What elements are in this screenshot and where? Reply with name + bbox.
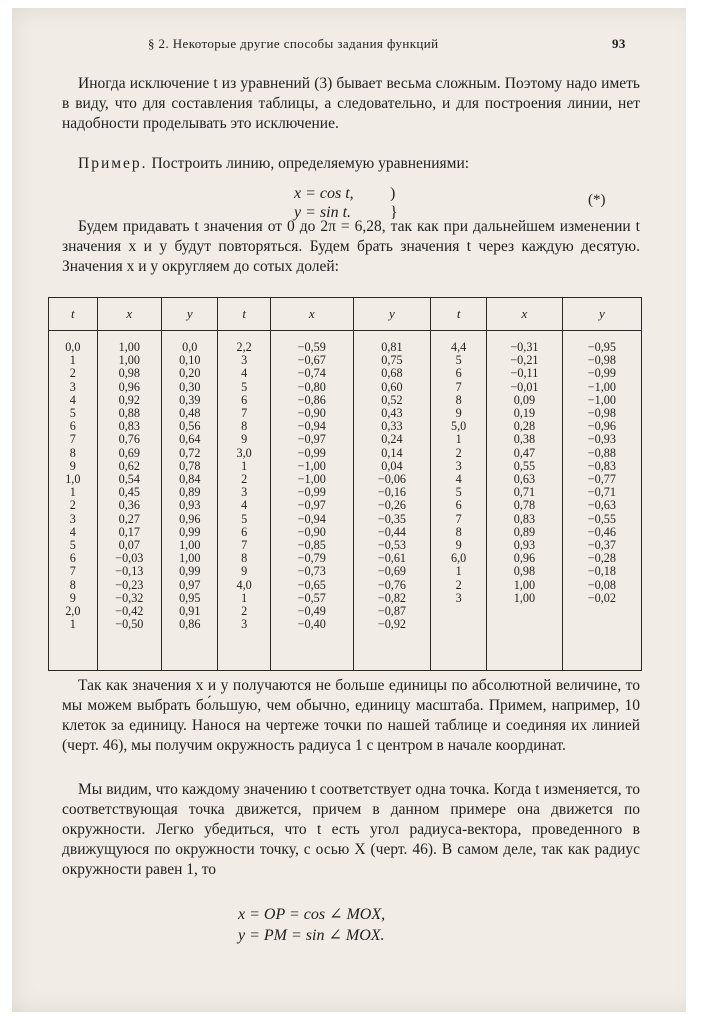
table-cell: 0,33 — [381, 419, 403, 434]
paragraph-intro: Иногда исключение t из уравнений (3) бывает весьма сложным. Поэтому надо иметь в виду, что для составления таблицы, а следовательно, и для построения линии, нет надобности проделывать это исключение. — [62, 75, 640, 132]
table-cell: 7 — [69, 564, 76, 579]
header-title: § 2. Некоторые другие способы задания функций — [148, 36, 439, 51]
table-cell: 0,96 — [179, 511, 201, 526]
table-cell: −0,98 — [587, 353, 616, 368]
paragraph-angle: Мы видим, что каждому значению t соответствует одна точка. Когда t изменяется, то соответствующая точка движется, причем в данном примере она движется по окружности. Легко убедиться, что t есть угол радиуса-вектора, проведенного в движущуюся по окружности точку, с осью X (черт. 46). В самом деле, так как радиус окружности равен 1, то — [62, 781, 640, 878]
table-cell: 0,91 — [179, 604, 201, 619]
col-header-x2: x — [270, 298, 353, 331]
col-header-t2: t — [218, 298, 270, 331]
table-cell: 2 — [241, 604, 248, 619]
table-cell: −0,08 — [587, 577, 616, 592]
table-cell: 0,55 — [513, 458, 536, 473]
table-cell: −0,03 — [115, 551, 144, 566]
table-cell: 9 — [455, 538, 462, 553]
table-cell: 1,00 — [513, 577, 536, 592]
table-cell: −0,71 — [587, 485, 616, 500]
table-cell: 4 — [241, 366, 248, 381]
table-cell: 0,93 — [179, 498, 201, 513]
table-cell: 1,00 — [179, 538, 201, 553]
table-cell: 0,04 — [381, 458, 403, 473]
table-cell: 2,0 — [65, 604, 81, 619]
table-cell: 5 — [69, 538, 76, 553]
table-cell: 0,86 — [179, 617, 201, 632]
table-cell: 4 — [455, 472, 462, 487]
table-cell: 1,00 — [513, 590, 536, 605]
col-header-y1: y — [162, 298, 218, 331]
table-cell: −0,92 — [377, 617, 407, 632]
column-x3 — [487, 331, 563, 671]
table-header-row — [49, 298, 642, 331]
table-cell: −0,55 — [587, 511, 616, 526]
table-cell: −0,06 — [377, 472, 407, 487]
table-cell: 3 — [69, 379, 76, 394]
table-cell: −0,99 — [297, 485, 326, 500]
table-cell: −0,57 — [297, 590, 326, 605]
table-cell: 3 — [455, 590, 462, 605]
table-cell: −0,90 — [297, 524, 326, 539]
table-cell: 0,71 — [513, 485, 536, 500]
table-cell: 9 — [69, 458, 76, 473]
table-cell: 1,00 — [179, 551, 201, 566]
formula-x: x = OP = cos ∠ MOX, — [238, 906, 386, 923]
table-cell: 0,96 — [118, 379, 140, 394]
table-cell: 0,81 — [381, 340, 403, 354]
table-cell: 6,0 — [451, 551, 467, 566]
table-cell: −0,40 — [297, 617, 326, 632]
table-cell: −0,97 — [297, 498, 326, 513]
table-cell: −0,83 — [587, 458, 616, 473]
table-cell: 0,43 — [381, 406, 403, 421]
table-cell: 5 — [455, 353, 462, 368]
table-cell: 0,63 — [513, 472, 536, 487]
table-cell: −0,13 — [115, 564, 144, 579]
table-cell: 2 — [69, 366, 76, 381]
table-cell: 1 — [69, 485, 76, 500]
paragraph-example — [62, 154, 640, 174]
table-cell: −0,73 — [297, 564, 326, 579]
table-cell: −0,88 — [587, 445, 616, 460]
table-cell: 4 — [69, 524, 76, 539]
table-cell: 0,19 — [513, 406, 536, 421]
table-cell: 1 — [455, 564, 462, 579]
table-cell: −0,16 — [377, 485, 407, 500]
table-cell: −0,74 — [297, 366, 326, 381]
table-cell: 2 — [455, 445, 462, 460]
table-cell: 0,28 — [513, 419, 536, 434]
table-cell: 0,48 — [179, 406, 201, 421]
table-cell: 1,0 — [65, 472, 81, 487]
table-cell: −0,23 — [115, 577, 144, 592]
table-cell: −0,63 — [587, 498, 616, 513]
table-cell: −0,44 — [377, 524, 407, 539]
table-cell: −0,02 — [587, 590, 616, 605]
table-cell: −1,00 — [587, 379, 616, 394]
running-header — [12, 36, 698, 56]
table-cell: 0,07 — [118, 538, 140, 553]
table-cell: 0,83 — [118, 419, 140, 434]
table-cell: 0,0 — [65, 340, 81, 354]
col-header-y2: y — [353, 298, 430, 331]
table-cell: −0,94 — [297, 419, 326, 434]
col-header-y3: y — [562, 298, 641, 331]
col-header-x1: x — [97, 298, 161, 331]
column-x1 — [97, 331, 161, 671]
table-cell: 0,96 — [513, 551, 536, 566]
table-cell: −0,18 — [587, 564, 616, 579]
table-cell: 2,2 — [236, 340, 252, 354]
table-cell: 2 — [455, 577, 462, 592]
formulas-block — [238, 904, 385, 946]
brace-symbol: ) } — [390, 185, 398, 221]
table-cell: 9 — [455, 406, 462, 421]
table-cell: 1 — [241, 458, 248, 473]
table-cell: 6 — [69, 551, 76, 566]
table-cell: −0,21 — [510, 353, 539, 368]
table-cell: 0,47 — [513, 445, 536, 460]
column-y2 — [353, 331, 430, 671]
table-cell: 8 — [455, 524, 462, 539]
table-cell: −0,76 — [377, 577, 407, 592]
table-cell: −1,00 — [297, 472, 326, 487]
table-cell: 3 — [69, 511, 76, 526]
table-cell: −0,69 — [377, 564, 407, 579]
table-cell: 0,20 — [179, 366, 201, 381]
table-cell: 8 — [455, 392, 462, 407]
column-y3 — [562, 331, 641, 671]
table-cell: 8 — [69, 577, 76, 592]
table-cell: −0,96 — [587, 419, 616, 434]
table-cell: 1 — [69, 617, 76, 632]
table-cell: −0,11 — [510, 366, 539, 381]
table-cell: 0,88 — [118, 406, 140, 421]
table-cell: −0,97 — [297, 432, 326, 447]
table-cell: 7 — [455, 511, 462, 526]
table-cell: 0,14 — [381, 445, 403, 460]
table-cell: 0,30 — [179, 379, 201, 394]
values-table — [48, 297, 642, 671]
table-cell: 7 — [455, 379, 462, 394]
table-cell: 0,39 — [179, 392, 201, 407]
table-cell: 1 — [455, 432, 462, 447]
table-cell: 6 — [69, 419, 76, 434]
table-cell: 9 — [241, 564, 248, 579]
table-cell: 8 — [69, 445, 76, 460]
equation-x: x = cos t, — [294, 185, 354, 202]
table-cell: 1 — [69, 353, 76, 368]
table-cell: 7 — [241, 406, 248, 421]
table-cell: 0,78 — [179, 458, 201, 473]
table-cell: 0,89 — [513, 524, 536, 539]
table-cell: −0,99 — [587, 366, 616, 381]
table-cell: 0,98 — [118, 366, 140, 381]
table-cell: −0,49 — [297, 604, 326, 619]
table-cell: 3,0 — [236, 445, 252, 460]
table-cell: −0,37 — [587, 538, 616, 553]
table-cell: −0,31 — [510, 340, 539, 354]
column-t2 — [218, 331, 270, 671]
column-t3 — [431, 331, 487, 671]
table-cell: 7 — [241, 538, 248, 553]
table-cell: 6 — [241, 524, 248, 539]
table-cell: −0,32 — [115, 590, 144, 605]
table-cell: 0,97 — [179, 577, 201, 592]
table-cell: 0,92 — [118, 392, 140, 407]
table-cell: −0,59 — [297, 340, 326, 354]
book-page — [12, 8, 698, 1012]
table-cell: 0,24 — [381, 432, 403, 447]
col-header-t1: t — [49, 298, 98, 331]
col-header-x3: x — [487, 298, 563, 331]
example-text: Построить линию, определяемую уравнениями: — [151, 155, 470, 172]
table-cell: 0,17 — [118, 524, 140, 539]
table-cell: −0,87 — [377, 604, 407, 619]
table-cell: 0,89 — [179, 485, 201, 500]
table-cell: −0,01 — [510, 379, 539, 394]
table-cell: −0,93 — [587, 432, 616, 447]
formula-y: y = PM = sin ∠ MOX. — [238, 927, 385, 944]
table-cell: 6 — [455, 366, 462, 381]
table-cell: 0,84 — [179, 472, 201, 487]
table-cell: 0,72 — [179, 445, 201, 460]
table-cell: 0,69 — [118, 445, 140, 460]
table-cell: 6 — [455, 498, 462, 513]
table-cell: 2 — [69, 498, 76, 513]
table-cell: −0,35 — [377, 511, 407, 526]
page-margin — [686, 0, 707, 1020]
table-cell: 7 — [69, 432, 76, 447]
table-cell: 3 — [241, 353, 248, 368]
table-cell: 0,78 — [513, 498, 536, 513]
table-cell: −0,46 — [587, 524, 616, 539]
table-cell: −0,80 — [297, 379, 326, 394]
page-number: 93 — [612, 36, 626, 51]
table-cell: 1,00 — [118, 353, 140, 368]
table-cell: 4,4 — [451, 340, 467, 354]
table-cell: 5 — [69, 406, 76, 421]
table-cell: 0,99 — [179, 524, 201, 539]
table-cell: −0,86 — [297, 392, 326, 407]
table-cell: −0,95 — [587, 340, 616, 354]
table-cell: −0,82 — [377, 590, 407, 605]
table-cell: −0,26 — [377, 498, 407, 513]
table-cell: 5 — [241, 511, 248, 526]
table-cell: 0,98 — [513, 564, 536, 579]
example-label: Пример. — [78, 155, 148, 172]
table-cell: −0,77 — [587, 472, 616, 487]
table-cell: 9 — [69, 590, 76, 605]
table-cell: −0,94 — [297, 511, 326, 526]
paragraph-values: Будем придавать t значения от 0 до 2π = 6,28, так как при дальнейшем изменении t значения x и y будут повторяться. Будем брать значения t через каждую десятую. Значения x и y округляем до сотых долей: — [62, 218, 640, 275]
table-cell: −0,90 — [297, 406, 326, 421]
table-cell: 5 — [241, 379, 248, 394]
table-cell: −1,00 — [587, 392, 616, 407]
col-header-t3: t — [431, 298, 487, 331]
table-cell: 8 — [241, 551, 248, 566]
table-cell: 0,10 — [179, 353, 201, 368]
table-cell: −0,65 — [297, 577, 326, 592]
table-cell: 0,93 — [513, 538, 536, 553]
table-cell: 0,60 — [381, 379, 403, 394]
column-t1 — [49, 331, 98, 671]
table-cell: −0,79 — [297, 551, 326, 566]
table-cell: 0,38 — [513, 432, 536, 447]
equation-tag: (*) — [588, 192, 606, 208]
table-cell: −0,99 — [297, 445, 326, 460]
table-cell: −0,61 — [377, 551, 407, 566]
table-cell: 0,68 — [381, 366, 403, 381]
table-cell: 0,27 — [118, 511, 140, 526]
table-body-row — [49, 331, 642, 671]
table-cell: 2 — [241, 472, 248, 487]
table-cell: 5,0 — [451, 419, 467, 434]
table-cell: 0,75 — [381, 353, 403, 368]
table-cell: −1,00 — [297, 458, 326, 473]
table-cell: 0,54 — [118, 472, 140, 487]
table-cell: 0,52 — [381, 392, 403, 407]
table-cell: 0,09 — [513, 392, 536, 407]
table-cell: 3 — [241, 617, 248, 632]
table-cell: 0,99 — [179, 564, 201, 579]
equation-y: y = sin t. — [294, 204, 352, 221]
column-y1 — [162, 331, 218, 671]
paragraph-scale: Так как значения x и y получаются не больше единицы по абсолютной величине, то мы можем выбрать бо́льшую, чем обычно, единицу масштаба. Примем, например, 10 клеток за единицу. Нанося на чертеже точки по нашей таблице и соединяя их линией (черт. 46), мы получим окружность радиуса 1 с центром в начале координат. — [62, 677, 640, 754]
table-cell: 1 — [241, 590, 248, 605]
table-cell: 3 — [241, 485, 248, 500]
table-cell: 1,00 — [118, 340, 140, 354]
table-cell: 0,64 — [179, 432, 201, 447]
table-cell: 0,83 — [513, 511, 536, 526]
table-cell: −0,42 — [115, 604, 144, 619]
table-cell: −0,85 — [297, 538, 326, 553]
table-cell: −0,28 — [587, 551, 616, 566]
table-cell: 0,0 — [182, 340, 198, 354]
table-cell: 4 — [69, 392, 76, 407]
table-cell: 8 — [241, 419, 248, 434]
table-cell: 0,62 — [118, 458, 140, 473]
table-cell: 6 — [241, 392, 248, 407]
table-cell: 5 — [455, 485, 462, 500]
column-x2 — [270, 331, 353, 671]
table-cell: 0,76 — [118, 432, 140, 447]
table-cell: −0,53 — [377, 538, 407, 553]
table-cell: −0,67 — [297, 353, 326, 368]
table-cell: −0,50 — [115, 617, 144, 632]
table-cell: 0,36 — [118, 498, 140, 513]
table-cell: −0,98 — [587, 406, 616, 421]
table-cell: 0,95 — [179, 590, 201, 605]
table-cell: 9 — [241, 432, 248, 447]
table-cell: 4 — [241, 498, 248, 513]
table-cell: 0,56 — [179, 419, 201, 434]
table-cell: 3 — [455, 458, 462, 473]
table-cell: 0,45 — [118, 485, 140, 500]
table-cell: 4,0 — [236, 577, 252, 592]
